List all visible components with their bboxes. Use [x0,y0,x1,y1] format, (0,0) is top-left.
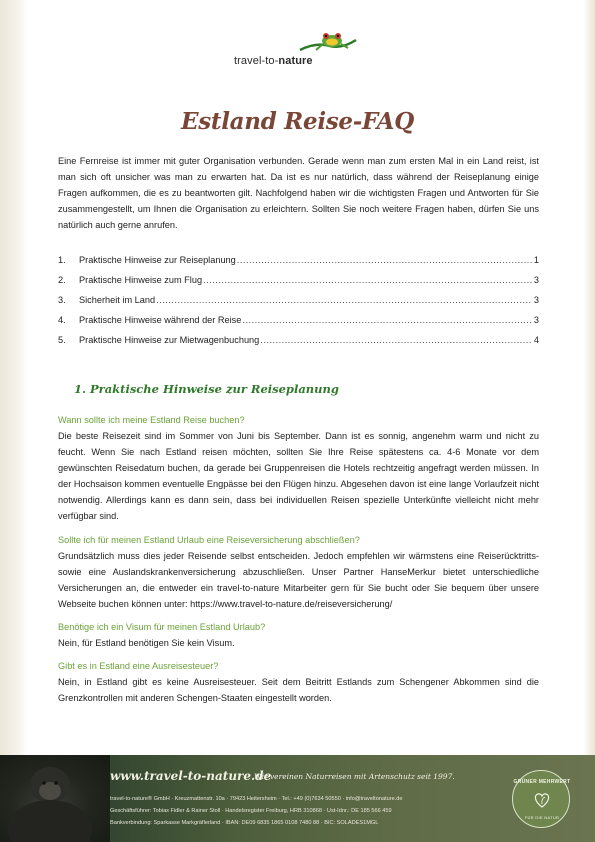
footer-banner [0,755,595,842]
badge-bottom-text: FÜR DIE NATUR [524,815,560,820]
toc-page-number: 3 [533,275,539,286]
toc-leader [260,335,532,345]
faq-answer: Nein, in Estland gibt es keine Ausreisesteuer. Seit dem Beitritt Estlands zum Schengener Abkommen sind die Grenzkontrollen mit anderen Schengen-Staaten eingestellt worden. [58,677,539,704]
toc-entry[interactable] [58,275,539,295]
faq-answer: Grundsätzlich muss dies jeder Reisende selbst entscheiden. Jedoch empfehlen wir wärmstens eine Reiserücktritts- sowie eine Auslandskrankenversicherung abzuschließen. Unser Partner HanseMerkur bietet unterschiedliche Versicherungen an, die entweder ein travel-to-nature Mitarbeiter gern für Sie bucht oder Sie bequem über unsere Webseite buchen können unter: https://www.travel-to-nature.de/reiseversicherung/ [58,550,539,609]
toc-leader [156,295,532,305]
toc-leader [237,255,532,265]
intro-paragraph: Eine Fernreise ist immer mit guter Organisation verbunden. Gerade wenn man zum ersten Mal in ein Land reist, ist man sich oft unsicher was man zu erwarten hat. Da ist es nur natürlich, dass während der Reiseplanung einige Fragen aufkommen, die es zu beantworten gilt. Nachfolgend haben wir die wichtigsten Fragen und Antworten für Sie zusammengestellt, um Ihnen die Organisation zu erleichtern. Sollten Sie noch weitere Fragen haben, dürfen Sie uns natürlich auch gerne anrufen. [58,156,539,231]
toc-entry[interactable] [58,255,539,275]
faq-question: Sollte ich für meinen Estland Urlaub eine Reiseversicherung abschließen? [58,534,360,545]
brand-logo [228,30,358,72]
toc-page-number: 1 [533,255,539,265]
toc-number: 1. [58,255,66,265]
faq-question: Benötige ich ein Visum für meinen Estland Urlaub? [58,621,266,632]
toc-label: Praktische Hinweise zum Flug [79,275,203,286]
toc-leader [203,275,532,285]
logo-wordmark: travel-to-nature [234,55,313,67]
footer-slogan: Wir vereinen Naturreisen mit Artenschutz seit 1997. [254,772,455,781]
page-title: Estland Reise-FAQ [181,108,414,135]
footer-url[interactable]: www.travel-to-nature.de [110,769,272,783]
gorilla-photo [0,755,110,842]
toc-entry[interactable] [58,315,539,335]
toc-number: 4. [58,315,66,326]
badge-top-text: GRÜNER MEHRWERT [513,779,571,785]
toc-page-number: 3 [533,315,539,326]
toc-entry[interactable] [58,335,539,355]
gorilla-icon [0,755,110,842]
toc-label: Praktische Hinweise zur Mietwagenbuchung [79,335,260,346]
footer-address: travel-to-nature® GmbH · Kreuzmattenstr. 10a · 79423 Heitersheim · Tel.: +49 (0)7634 50550 · info@traveltonature.de [110,796,403,802]
toc-page-number: 3 [533,295,539,306]
toc-number: 3. [58,295,66,306]
faq-question: Gibt es in Estland eine Ausreisesteuer? [58,661,219,672]
toc-label: Praktische Hinweise zur Reiseplanung [79,255,236,265]
toc-number: 5. [58,335,66,346]
frog-logo-icon [296,30,358,58]
toc-entry[interactable] [58,295,539,315]
toc-number: 2. [58,275,66,286]
toc-page-number: 4 [533,335,539,346]
faq-answer: Nein, für Estland benötigen Sie kein Visum. [58,637,235,648]
toc-label: Praktische Hinweise während der Reise [79,315,242,326]
table-of-contents [58,255,539,355]
section-heading-reiseplanung: 1. Praktische Hinweise zur Reiseplanung [74,382,339,396]
faq-answer: Die beste Reisezeit sind im Sommer von Juni bis September. Dann ist es sonnig, angenehm warm und nicht zu feucht. Wenn Sie nach Estland reisen möchten, sollten Sie Ihre Reise spätestens ca. 4-6 Monate vor dem gewünschten Reisedatum buchen, da gerade bei Gruppenreisen die Hotels rechtzeitig angefragt werden müssen. In der Hochsaison kommen eventuelle Engpässe bei den Flügen hinzu. Abgesehen davon ist eine lange Vorlaufzeit nicht notwendig. Allerdings kann es dann sein, dass bei individuellen Reisen spezielle Unterkünfte vielleicht nicht mehr verfügbar sind. [58,431,539,522]
faq-question: Wann sollte ich meine Estland Reise buchen? [58,415,245,425]
toc-leader [242,315,532,325]
footer-management: Geschäftsführer: Tobias Fidler & Rainer Stoll · Handelsregister Freiburg, HRB 310868 · Ust-Idnr.: DE 185 566 459 [110,808,392,814]
gruener-mehrwert-badge [512,770,570,828]
toc-label: Sicherheit im Land [79,295,156,306]
leaf-heart-icon [532,790,552,810]
faq-list [58,413,539,706]
footer-bank: Bankverbindung: Sparkasse Markgräflerland · IBAN: DE09 6835 1865 0108 7480 88 · BIC: SOLADES1MGL [110,820,379,826]
